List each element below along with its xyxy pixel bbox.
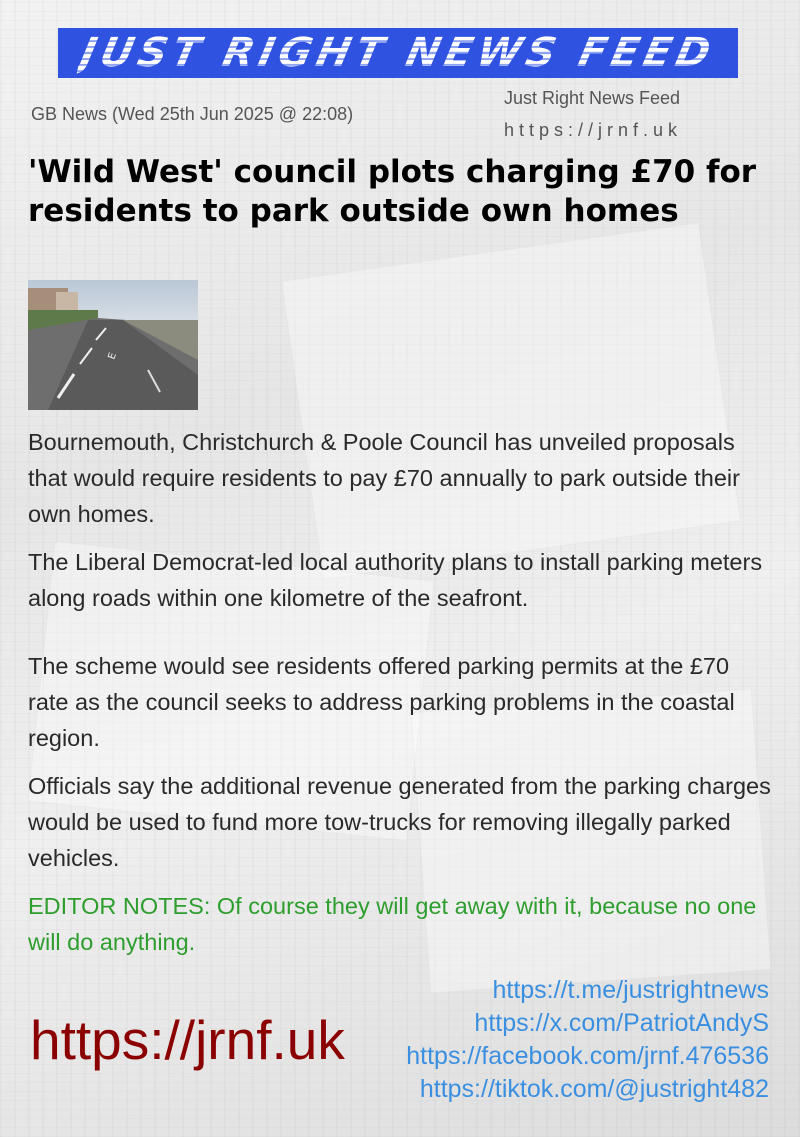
article-body: [28, 424, 773, 960]
site-url-link[interactable]: https://jrnf.uk: [30, 1009, 345, 1071]
editor-notes: EDITOR NOTES: Of course they will get away with it, because no one will do anything.: [28, 893, 757, 955]
brand-url[interactable]: https://jrnf.uk: [504, 120, 683, 140]
banner-title: JUST RIGHT NEWS FEED: [76, 30, 720, 76]
svg-text:E: E: [106, 351, 119, 362]
article-paragraph: Bournemouth, Christchurch & Poole Council has unveiled proposals that would require residents to pay £70 annually to park outside their own homes.: [28, 429, 740, 527]
article-paragraph: Officials say the additional revenue generated from the parking charges would be used to fund more tow-trucks for removing illegally parked vehicles.: [28, 773, 771, 871]
x-link[interactable]: https://x.com/PatriotAndyS: [474, 1009, 769, 1037]
article-paragraph: The scheme would see residents offered parking permits at the £70 rate as the council seeks to address parking problems in the coastal region.: [28, 653, 735, 751]
article-headline: 'Wild West' council plots charging £70 for residents to park outside own homes: [28, 154, 757, 229]
site-banner: [58, 28, 738, 78]
facebook-link[interactable]: https://facebook.com/jrnf.476536: [406, 1042, 769, 1070]
social-links: [406, 974, 769, 1106]
article-paragraph: The Liberal Democrat-led local authority plans to install parking meters along roads within one kilometre of the seafront.: [28, 549, 763, 611]
telegram-link[interactable]: https://t.me/justrightnews: [492, 976, 769, 1004]
source-and-date: GB News (Wed 25th Jun 2025 @ 22:08): [31, 104, 354, 124]
tiktok-link[interactable]: https://tiktok.com/@justright482: [419, 1075, 769, 1103]
article-photo: [28, 280, 198, 410]
brand-name: Just Right News Feed: [504, 88, 681, 108]
